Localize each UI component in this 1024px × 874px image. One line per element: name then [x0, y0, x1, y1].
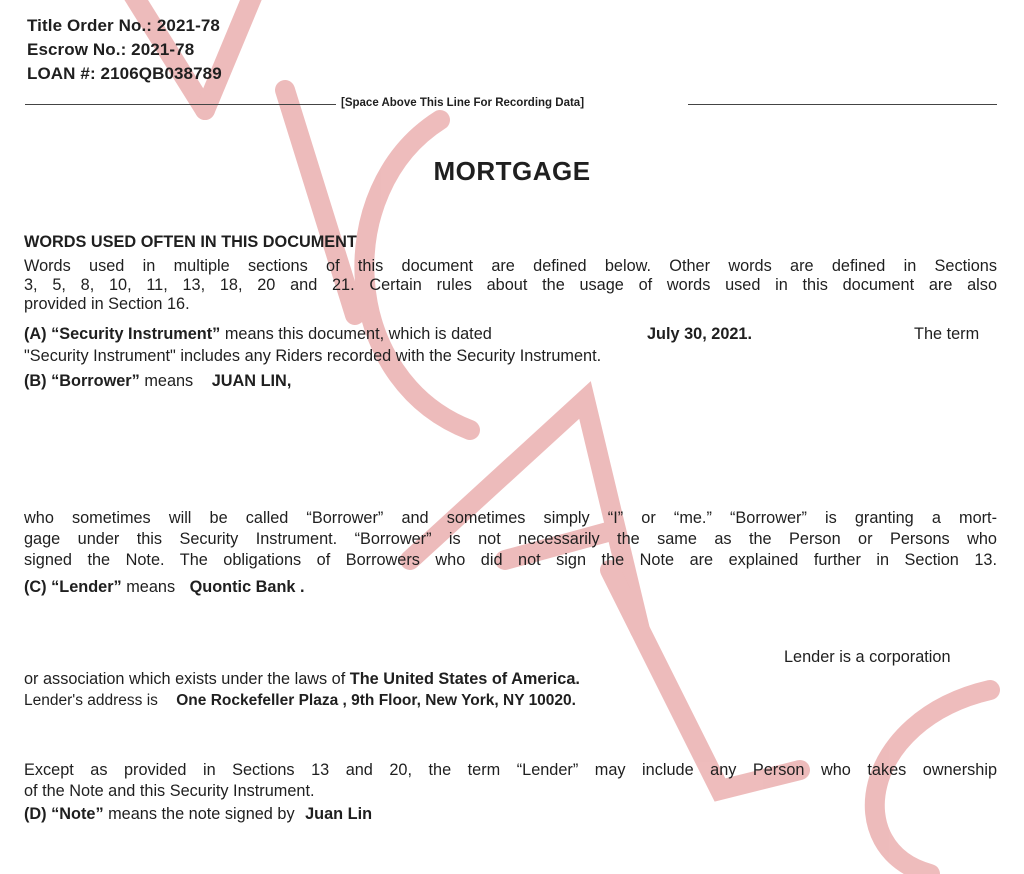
escrow-row: [27, 40, 194, 60]
def-c-address-line: [24, 692, 576, 710]
def-b-label: (B) “Borrower”: [24, 372, 140, 390]
recording-rule-left: [25, 104, 336, 105]
def-c-corp-text: Lender is a corporation: [784, 648, 951, 666]
loan-label: LOAN #:: [27, 64, 96, 83]
def-a-label: (A) “Security Instrument”: [24, 325, 221, 343]
loan-row: [27, 64, 222, 84]
def-c-assoc-text: or association which exists under the laws of: [24, 670, 346, 688]
recording-rule-right: [688, 104, 997, 105]
def-c-address-label: Lender's address is: [24, 692, 158, 709]
loan-value: 2106QB038789: [100, 64, 222, 83]
def-c-address-value: One Rockefeller Plaza , 9th Floor, New York, NY 10020.: [176, 692, 576, 709]
def-c-label: (C) “Lender”: [24, 578, 122, 596]
def-c-jurisdiction: The United States of America.: [349, 670, 580, 688]
def-c-line: [24, 578, 305, 597]
def-c-except-line-2: of the Note and this Security Instrument.: [24, 782, 315, 800]
words-intro-line-2: 3, 5, 8, 10, 11, 13, 18, 20 and 21. Certain rules about the usage of words used in this document are also: [24, 276, 997, 294]
def-d-label: (D) “Note”: [24, 805, 104, 823]
def-a-tail: The term: [914, 325, 980, 343]
def-d-name: Juan Lin: [305, 805, 373, 823]
def-a-line-2: "Security Instrument" includes any Riders recorded with the Security Instrument.: [24, 347, 602, 365]
def-b-para-line-2: gage under this Security Instrument. “Borrower” is not necessarily the same as the Person or Persons who: [24, 530, 997, 548]
def-a-text: means this document, which is dated: [224, 325, 492, 343]
def-b-line: [24, 372, 291, 391]
def-d-text: means the note signed by: [108, 805, 295, 823]
words-section-heading: WORDS USED OFTEN IN THIS DOCUMENT: [24, 233, 357, 251]
title-order-row: [27, 16, 220, 36]
def-c-assoc-line: [24, 670, 580, 689]
def-b-para-line-3: signed the Note. The obligations of Borrowers who did not sign the Note are explained further in Section 13.: [24, 551, 997, 569]
def-a-line-1: [24, 325, 492, 344]
document-title: MORTGAGE: [433, 156, 591, 186]
words-intro-line-3: provided in Section 16.: [24, 295, 190, 313]
def-b-text: means: [144, 372, 194, 390]
def-c-except-line-1: Except as provided in Sections 13 and 20, the term “Lender” may include any Person who takes ownership: [24, 761, 997, 779]
def-c-name: Quontic Bank .: [189, 578, 305, 596]
recording-line-text: [Space Above This Line For Recording Data]: [341, 97, 585, 109]
words-intro-line-1: Words used in multiple sections of this document are defined below. Other words are defined in Sections: [24, 257, 997, 275]
def-c-text: means: [126, 578, 176, 596]
def-a-date: July 30, 2021.: [647, 325, 753, 343]
escrow-value: 2021-78: [131, 40, 195, 59]
def-d-line: [24, 805, 372, 824]
def-b-para-line-1: who sometimes will be called “Borrower” and sometimes simply “I” or “me.” “Borrower” is granting a mort-: [24, 509, 997, 527]
title-order-value: 2021-78: [156, 16, 220, 35]
title-order-label: Title Order No.:: [27, 16, 153, 35]
escrow-label: Escrow No.:: [27, 40, 127, 59]
def-b-name: JUAN LIN,: [211, 372, 292, 390]
